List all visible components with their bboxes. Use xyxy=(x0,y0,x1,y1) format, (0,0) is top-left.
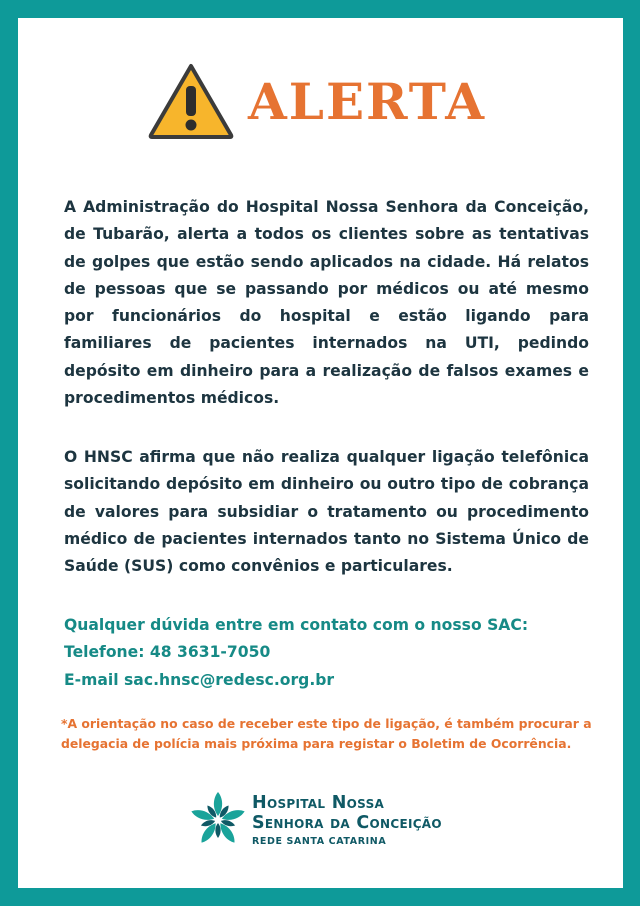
flower-logo-icon xyxy=(186,788,250,852)
hospital-logo xyxy=(186,788,442,852)
contact-email: E-mail sac.hnsc@redesc.org.br xyxy=(64,670,335,689)
contact-phone: Telefone: 48 3631-7050 xyxy=(64,643,271,662)
logo-subtitle: REDE SANTA CATARINA xyxy=(252,836,387,847)
logo-line-1: Hospital Nossa xyxy=(252,793,385,813)
alert-card xyxy=(18,18,623,888)
contact-heading: Qualquer dúvida entre em contato com o nosso SAC: xyxy=(64,616,529,634)
logo-line-2: Senhora da Conceição xyxy=(252,813,442,833)
alert-title: ALERTA xyxy=(248,71,487,131)
footnote: *A orientação no caso de receber este tipo de ligação, é também procurar a delegacia de polícia mais próxima para registar o Boletim de Ocorrência. xyxy=(61,716,592,751)
alert-header xyxy=(148,62,486,140)
warning-triangle-icon xyxy=(148,62,234,140)
body-paragraph-2: O HNSC afirma que não realiza qualquer ligação telefônica solicitando depósito em dinheiro ou outro tipo de cobrança de valores para subsidiar o tratamento ou procedimento médico de pacientes internados tanto no Sistema Único de Saúde (SUS) como convênios e particulares. xyxy=(64,448,589,576)
logo-text xyxy=(252,793,442,847)
contact-block xyxy=(64,612,528,694)
body-paragraph-1: A Administração do Hospital Nossa Senhora da Conceição, de Tubarão, alerta a todos os clientes sobre as tentativas de golpes que estão sendo aplicados na cidade. Há relatos de pessoas que se passando por médicos ou até mesmo por funcionários do hospital e estão ligando para familiares de pacientes internados na UTI, pedindo depósito em dinheiro para a realização de falsos exames e procedimentos médicos. xyxy=(64,198,589,408)
